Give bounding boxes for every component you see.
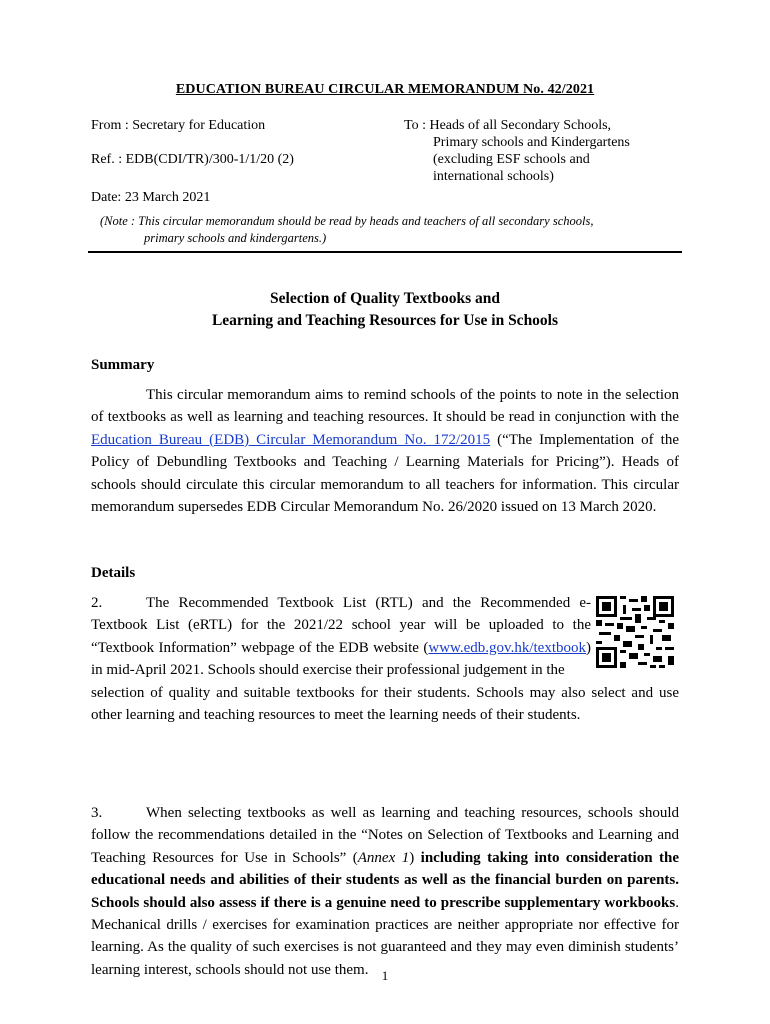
paragraph-3-bold: including taking into consideration the educational needs and abilities of their students as well as the financial burden on parents. Schools should also assess if there is a genuine need to prescribe supplementary workbooks: [91, 849, 680, 911]
summary-text-b: (“The Implementation of the Policy of Debundling Textbooks and Teaching / Learning Materials for Pricing”). Heads of schools should circulate this circular memorandum to all teachers for information. This circular memorandum supersedes EDB Circular Memorandum No. 26/2020 issued on 13 March 2020.: [91, 431, 679, 516]
summary-text-a: This circular memorandum aims to remind schools of the points to note in the selection of textbooks as well as learning and teaching resources. It should be read in conjunction with the: [91, 387, 679, 426]
document-title: [0, 288, 770, 332]
qr-code[interactable]: [596, 596, 674, 668]
paragraph-2-text-a: The Recommended Textbook List (RTL) and the Recommended e-Textbook List (eRTL) for the 2021/22 school year will be uploaded to the “Textbook Information” webpage of the EDB website (: [91, 595, 591, 656]
paragraph-3-text-a: When selecting textbooks as well as learning and teaching resources, schools should follow the recommendations detailed in the “Notes on Selection of Textbooks and Learning and Teaching Resources for Use in Schools” (: [91, 805, 679, 866]
summary-paragraph: [91, 384, 679, 518]
circular-172-link[interactable]: Education Bureau (EDB) Circular Memorandum No. 172/2015: [91, 431, 491, 448]
paragraph-2-top: [91, 592, 591, 682]
date-line: Date: 23 March 2021: [91, 190, 211, 205]
paragraph-2-number: 2.: [91, 595, 103, 611]
ref-line: Ref. : EDB(CDI/TR)/300-1/1/20 (2): [91, 152, 294, 167]
title-line-1: Selection of Quality Textbooks and: [270, 290, 500, 307]
note: [100, 213, 690, 247]
paragraph-3-text-b: ): [409, 849, 421, 866]
to-line-1: To : Heads of all Secondary Schools,: [404, 118, 612, 133]
page-number: 1: [381, 968, 389, 983]
note-line-1: (Note : This circular memorandum should be read by heads and teachers of all secondary schools,: [100, 214, 594, 228]
to-line-3: (excluding ESF schools and: [433, 152, 590, 167]
to-line-2: Primary schools and Kindergartens: [433, 135, 630, 150]
details-heading: Details: [91, 565, 136, 581]
from-line: From : Secretary for Education: [91, 118, 266, 133]
annex-1-ref: Annex 1: [357, 849, 410, 866]
note-line-2: primary schools and kindergartens.): [144, 231, 327, 245]
paragraph-3: [91, 802, 679, 981]
to-block: [404, 117, 694, 185]
paragraph-2-continued: selection of quality and suitable textbooks for their students. Schools may also select and use other learning and teaching resources to meet the learning needs of their students.: [91, 684, 679, 723]
to-line-4: international schools): [433, 169, 554, 184]
edb-textbook-link[interactable]: www.edb.gov.hk/textbook: [428, 639, 586, 656]
paragraph-2-text-b: ) in mid-April 2021. Schools should exercise their professional judgement in the: [91, 639, 591, 679]
summary-heading: Summary: [91, 357, 155, 373]
paragraph-3-text-c: . Mechanical drills / exercises for examination practices are neither appropriate nor effective for learning. As the quality of such exercises is not guaranteed and they may even diminish students’ learning interest, schools should not use them.: [91, 894, 679, 978]
divider: [88, 251, 682, 253]
paragraph-3-number: 3.: [91, 805, 103, 821]
memo-heading: EDUCATION BUREAU CIRCULAR MEMORANDUM No. 42/2021: [175, 82, 595, 97]
title-line-2: Learning and Teaching Resources for Use in Schools: [211, 312, 559, 329]
